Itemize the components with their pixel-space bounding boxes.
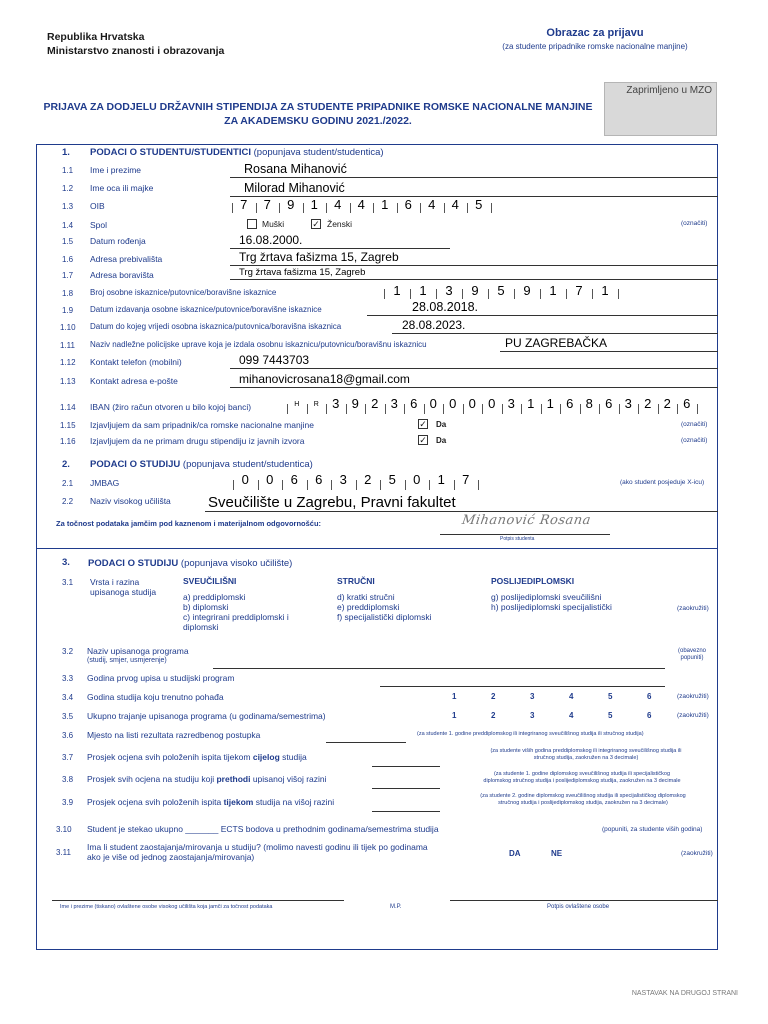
digit-cell: 1 [437,472,445,487]
row-label: Datum rođenja [90,236,146,246]
duration-options[interactable] [444,711,664,723]
digit-cell: 9 [351,396,359,411]
section-2-title-text: PODACI O STUDIJU [90,459,181,470]
section-2-title [90,459,313,470]
field-underline [230,387,718,388]
row-num: 2.2 [62,497,74,506]
row-label: Kontakt adresa e-pošte [90,376,178,386]
field-underline [392,333,718,334]
option-item[interactable]: f) specijalistički diplomski [337,612,432,622]
row-num: 3.10 [56,825,72,834]
note-line: (za studente 2. godine diplomskog sveučilišnog studija ili specijalističkog diplomskog [480,793,686,799]
option-item[interactable]: d) kratki stručni [337,592,395,602]
gpa-higher-note [448,793,718,807]
section-3-subtitle: (popunjava visoko učilište) [180,558,293,569]
form-name-block [470,27,720,51]
row-num: 3.4 [62,693,74,702]
row-label: JMBAG [90,478,120,488]
delay-label [87,842,428,862]
section-1-number: 1. [62,147,70,158]
digit-cell: 1 [527,396,535,411]
gender-male-checkbox[interactable] [247,219,257,229]
year-option[interactable]: 5 [608,692,613,701]
professional-head: STRUČNI [337,576,375,586]
field-underline [230,248,450,249]
id-number-digit-boxes[interactable] [384,283,644,299]
digit-cell: 9 [523,283,531,298]
id-issue-date-value[interactable]: 28.08.2018. [412,300,479,314]
jmbag-note: (ako student posjeduje X-icu) [620,479,705,486]
option-item[interactable]: c) integrirani preddiplomski i [183,612,289,622]
year-option[interactable]: 3 [530,711,535,720]
digit-cell: 1 [549,283,557,298]
row-num: 2.1 [62,479,74,488]
row-num: 1.13 [60,377,76,386]
seal-caption: M.P. [390,904,402,910]
circle-note: (zaokružiti) [677,712,709,719]
row-num: 1.5 [62,237,74,246]
section-2-number: 2. [62,459,70,470]
duration-label: Ukupno trajanje upisanoga programa (u godinama/semestrima) [87,711,326,721]
official-name-caption: Ime i prezime (tiskano) ovlaštene osobe visokog učilišta koja jamči za točnost podataka [60,904,273,910]
option-item[interactable]: a) preddiplomski [183,592,246,602]
row-label: Spol [90,220,108,230]
field-underline [372,766,440,767]
program-note-1: (obavezno [677,648,707,654]
digit-cell: 5 [497,283,505,298]
gender-female-checkbox[interactable]: ✓ [312,219,320,229]
mark-note: (označiti) [681,437,708,444]
program-label-1: Naziv upisanoga programa [87,646,189,656]
digit-cell: 0 [413,472,421,487]
digit-cell: 0 [241,472,249,487]
option-item[interactable]: diplomski [183,622,219,632]
digit-cell: 5 [388,472,396,487]
digit-cell: R [313,401,319,408]
row-num: 1.4 [62,221,74,230]
digit-separator [697,404,698,414]
ministry-name: Ministarstvo znanosti i obrazovanja [47,45,225,57]
gpa-whole-post: studija [279,752,307,762]
year-option[interactable]: 4 [569,692,574,701]
section-3-number: 3. [62,557,70,568]
digit-cell: 2 [663,396,671,411]
gpa-prev-bold: prethodi [216,774,251,784]
section-1-title-text: PODACI O STUDENTU/STUDENTICI [90,147,251,158]
email-value[interactable]: mihanovicrosana18@gmail.com [239,372,410,386]
digit-cell: 1 [393,283,401,298]
gender-female-label: Ženski [327,219,353,229]
gpa-whole-bold: cijelog [252,752,280,762]
circle-note: (zaokružiti) [677,605,709,612]
option-item[interactable]: g) poslijediplomski sveučilišni [491,592,602,602]
year-option[interactable]: 6 [647,711,652,720]
section-divider [36,548,718,549]
program-note-2: popuniti) [680,655,704,661]
digit-cell: 5 [475,197,483,212]
year-option[interactable]: 6 [647,692,652,701]
row-num: 3.1 [62,578,74,587]
digit-cell: 0 [266,472,274,487]
row-num: 3.6 [62,731,74,740]
university-head: SVEUČILIŠNI [183,576,237,586]
first-enrollment-label: Godina prvog upisa u studijski program [87,673,235,683]
row-num: 1.2 [62,184,74,193]
row-num: 1.15 [60,421,76,430]
gpa-higher-label [87,797,334,807]
row-num: 1.6 [62,255,74,264]
row-num: 1.11 [60,341,75,350]
digit-cell: 6 [683,396,691,411]
police-dept-value[interactable]: PU ZAGREBAČKA [505,336,608,350]
postgraduate-column [491,576,612,612]
row-num: 3.5 [62,712,74,721]
phone-value[interactable]: 099 7443703 [239,353,310,367]
digit-cell: 4 [428,197,436,212]
digit-cell: 6 [410,396,418,411]
option-item[interactable]: b) diplomski [183,602,229,612]
year-option[interactable]: 3 [530,692,535,701]
mark-note: (označiti) [681,421,708,428]
note-line: (za studente viših godina preddiplomskog ili integriranog sveučilišnog studija ili [490,748,682,754]
received-stamp-box: Zaprimljeno u MZO [604,82,717,136]
digit-cell: 3 [332,396,340,411]
gpa-whole-label [87,752,307,762]
section-1-subtitle: (popunjava student/studentica) [253,147,384,158]
digit-separator [491,203,492,213]
row-label: Naziv visokog učilišta [90,496,171,506]
row-label: Ime oca ili majke [90,183,154,193]
digit-separator [618,289,619,299]
field-underline [230,177,718,178]
field-underline [367,315,718,316]
digit-cell: 9 [287,197,295,212]
digit-cell: 7 [240,197,248,212]
section-2-subtitle: (popunjava student/studentica) [182,459,313,470]
row-num: 1.16 [60,437,76,446]
row-num: 1.10 [60,323,76,332]
current-year-label: Godina studija koju trenutno pohađa [87,692,224,702]
digit-cell: 4 [357,197,365,212]
digit-cell: H [294,401,300,408]
parent-name-value[interactable]: Milorad Mihanović [244,181,345,195]
circle-note: (zaokružiti) [681,850,713,857]
study-type-label-2: upisanoga studija [90,587,157,597]
signature-line [52,900,344,901]
professional-column [337,576,431,622]
row-label: Ime i prezime [90,165,142,175]
form-subtitle: (za studente pripadnike romske nacionalne manjine) [502,42,688,51]
digit-cell: 0 [468,396,476,411]
row-num: 3.8 [62,775,74,784]
delay-label-2: ako je više od jednog zaostajanja/mirovanja) [87,852,255,862]
digit-cell: 4 [451,197,459,212]
section-1-title [90,147,384,158]
stay-address-value[interactable]: Trg žrtava fašizma 15, Zagreb [239,267,366,278]
mark-note: (označiti) [681,220,708,227]
section-3-title [88,558,292,569]
note-line: diplomskog stručnog studija i poslijediplomskog studija, zaokružen na 3 decimale [483,778,681,784]
field-underline [230,265,718,266]
row-num: 3.2 [62,647,74,656]
ranking-note: (za studente 1. godine preddiplomskog ili integriranog sveučilišnog studija ili stručnog studija) [417,731,644,737]
note-line: stručnog studija i poslijediplomskog studija, zaokružen na 3 decimale) [498,800,668,806]
digit-cell: 8 [585,396,593,411]
issuer-block [47,30,224,58]
field-underline [372,788,440,789]
row-label: Kontakt telefon (mobilni) [90,357,182,367]
option-item[interactable]: e) preddiplomski [337,602,400,612]
digit-cell: 2 [644,396,652,411]
digit-cell: 6 [605,396,613,411]
student-signature: Mihanović Rosana [460,513,592,528]
option-item[interactable]: h) poslijediplomski specijalistički [491,602,612,612]
digit-cell: 4 [334,197,342,212]
digit-cell: 7 [263,197,271,212]
delay-no-option[interactable]: NE [551,849,563,858]
gpa-whole-pre: Prosjek ocjena svih položenih ispita tijekom [87,752,253,762]
field-underline [372,811,440,812]
field-underline [380,686,665,687]
digit-cell: 7 [462,472,470,487]
digit-cell: 0 [429,396,437,411]
gpa-prev-label [87,774,327,784]
minority-declaration-checkbox[interactable]: ✓ [419,419,427,429]
program-label [87,646,189,666]
digit-separator [478,480,479,490]
signature-caption: Potpis studenta [500,536,535,542]
digit-cell: 6 [315,472,323,487]
row-num: 3.7 [62,753,74,762]
institution-value[interactable]: Sveučilište u Zagrebu, Pravni fakultet [208,494,456,511]
gpa-whole-note [455,748,717,762]
form-name: Obrazac za prijavu [546,27,644,39]
study-type-label [90,577,156,597]
digit-cell: 6 [290,472,298,487]
continued-note: NASTAVAK NA DRUGOJ STRANI [631,990,738,997]
postgraduate-head: POSLIJEDIPLOMSKI [491,576,575,586]
field-underline [326,742,406,743]
row-label: IBAN (žiro račun otvoren u bilo kojoj banci) [90,402,252,412]
year-option[interactable]: 2 [491,711,496,720]
digit-cell: 3 [445,283,453,298]
row-label: Izjavljujem da ne primam drugu stipendiju iz javnih izvora [90,436,305,446]
jmbag-digit-boxes[interactable] [233,472,503,490]
digit-cell: 6 [566,396,574,411]
program-label-2: (studij, smjer, usmjerenje) [87,657,167,664]
birth-date-value[interactable]: 16.08.2000. [239,233,303,247]
gpa-prev-post: upisanoj višoj razini [250,774,327,784]
digit-cell: 3 [507,396,515,411]
minority-yes-label: Da [436,420,447,429]
digit-cell: 1 [419,283,427,298]
note-line: (za studente 1. godine diplomskog sveučilišnog studija ili specijalističkog [493,771,671,777]
row-label: OIB [90,201,105,211]
ects-label: Student je stekao ukupno _______ ECTS bodova u prethodnim godinama/semestrima studija [87,824,439,834]
row-num: 1.9 [62,306,74,315]
gpa-higher-bold: tijekom [223,797,254,807]
official-signature-caption: Potpis ovlaštene osobe [547,904,610,910]
digit-cell: 0 [488,396,496,411]
row-label: Datum do kojeg vrijedi osobna iskaznica/putovnica/boravišna iskaznica [90,322,342,331]
digit-cell: 2 [371,396,379,411]
gpa-prev-pre: Prosjek svih ocjena na studiju koji [87,774,217,784]
section-3-title-text: PODACI O STUDIJU [88,558,179,569]
current-year-options[interactable] [444,692,664,704]
row-num: 1.3 [62,202,74,211]
gpa-prev-note [448,771,716,785]
year-option[interactable]: 1 [452,692,457,701]
full-name-value[interactable]: Rosana Mihanović [244,162,347,176]
gpa-higher-pre: Prosjek ocjena svih položenih ispita [87,797,224,807]
gpa-higher-post: studija na višoj razini [253,797,335,807]
year-option[interactable]: 4 [569,711,574,720]
ranking-label: Mjesto na listi rezultata razredbenog postupka [87,730,261,740]
row-label: Broj osobne iskaznice/putovnice/boravišne iskaznice [90,288,277,297]
row-num: 3.11 [56,848,71,857]
iban-digit-boxes[interactable] [287,396,717,414]
year-option[interactable]: 1 [452,711,457,720]
id-expiry-date-value[interactable]: 28.08.2023. [402,318,466,332]
field-underline [500,351,718,352]
row-num: 3.9 [62,798,74,807]
year-option[interactable]: 2 [491,692,496,701]
document-title [28,100,608,128]
digit-cell: 7 [575,283,583,298]
no-other-scholarship-checkbox[interactable]: ✓ [419,435,427,445]
country-name: Republika Hrvatska [47,31,145,43]
delay-label-1: Ima li student zaostajanja/mirovanja u studiju? (molimo navesti godinu ili tijek po godinama [87,842,428,852]
field-underline [230,279,718,280]
digit-cell: 0 [449,396,457,411]
note-line: stručnog studija, zaokružen na 3 decimale) [533,755,639,761]
digit-cell: 9 [471,283,479,298]
digit-cell: 1 [546,396,554,411]
delay-yes-option[interactable]: DA [509,849,521,858]
no-other-yes-label: Da [436,436,447,445]
row-num: 3.3 [62,674,74,683]
row-label: Naziv nadležne policijske uprave koja je izdala osobnu iskaznicu/putovnicu/boravišnu iskaznicu [90,340,427,349]
university-column [183,576,289,632]
row-num: 1.7 [62,271,74,280]
study-type-label-1: Vrsta i razina [90,577,140,587]
digit-cell: 1 [601,283,609,298]
field-underline [205,511,718,512]
digit-cell: 2 [364,472,372,487]
program-note [672,648,712,662]
gender-male-label: Muški [262,219,285,229]
field-underline [213,668,665,669]
digit-cell: 3 [624,396,632,411]
title-line-2: ZA AKADEMSKU GODINU 2021./2022. [224,115,412,127]
digit-cell: 3 [339,472,347,487]
row-num: 1.8 [62,289,74,298]
oib-digit-boxes[interactable] [232,197,532,213]
row-label: Izjavljujem da sam pripadnik/ca romske nacionalne manjine [90,420,314,430]
row-num: 1.12 [60,358,76,367]
row-label: Adresa prebivališta [90,254,163,264]
row-label: Datum izdavanja osobne iskaznice/putovnice/boravišne iskaznice [90,305,322,314]
residence-address-value[interactable]: Trg žrtava fašizma 15, Zagreb [239,250,399,264]
title-line-1: PRIJAVA ZA DODJELU DRŽAVNIH STIPENDIJA ZA STUDENTE PRIPADNIKE ROMSKE NACIONALNE MANJINE [43,101,593,113]
circle-note: (zaokružiti) [677,693,709,700]
row-label: Adresa boravišta [90,270,154,280]
guarantee-statement: Za točnost podataka jamčim pod kaznenom i materijalnom odgovornošću: [56,519,322,528]
field-underline [230,368,718,369]
digit-cell: 1 [310,197,318,212]
signature-line [450,900,718,901]
ects-note: (popuniti, za studente viših godina) [602,826,703,833]
digit-cell: 1 [381,197,389,212]
digit-cell: 6 [404,197,412,212]
digit-cell: 3 [390,396,398,411]
signature-line [440,534,610,535]
year-option[interactable]: 5 [608,711,613,720]
row-num: 1.14 [60,403,76,412]
row-num: 1.1 [62,166,74,175]
